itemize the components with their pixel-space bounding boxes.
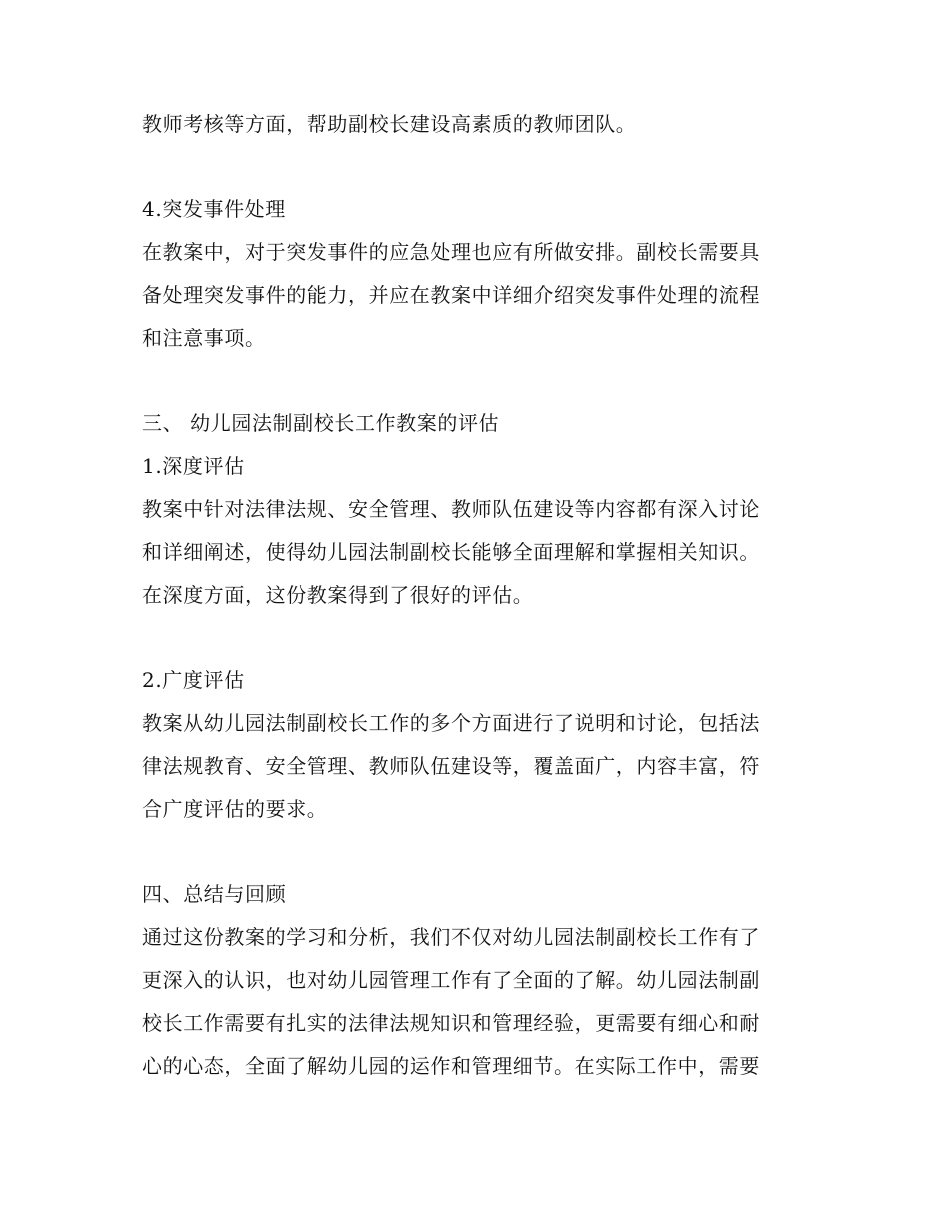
paragraph-line: 在深度方面，这份教案得到了很好的评估。 (142, 583, 534, 607)
paragraph-line: 备处理突发事件的能力，并应在教案中详细介绍突发事件处理的流程 (142, 283, 760, 307)
paragraph-line: 律法规教育、安全管理、教师队伍建设等，覆盖面广，内容丰富，符 (142, 754, 760, 778)
paragraph-line: 教案中针对法律法规、安全管理、教师队伍建设等内容都有深入讨论 (142, 497, 760, 521)
chapter-heading-3: 三、 幼儿园法制副校长工作教案的评估 (142, 411, 500, 435)
section-heading-2: 2.广度评估 (142, 668, 245, 692)
paragraph-line: 心的心态，全面了解幼儿园的运作和管理细节。在实际工作中，需要 (142, 1054, 760, 1078)
paragraph-line: 教案从幼儿园法制副校长工作的多个方面进行了说明和讨论，包括法 (142, 711, 760, 735)
chapter-heading-4: 四、总结与回顾 (142, 882, 287, 906)
paragraph-line: 合广度评估的要求。 (142, 797, 328, 821)
paragraph-line: 和注意事项。 (142, 326, 266, 350)
paragraph-line: 在教案中，对于突发事件的应急处理也应有所做安排。副校长需要具 (142, 240, 760, 264)
paragraph-line: 校长工作需要有扎实的法律法规知识和管理经验，更需要有细心和耐 (142, 1011, 760, 1035)
paragraph-line: 和详细阐述，使得幼儿园法制副校长能够全面理解和掌握相关知识。 (142, 540, 760, 564)
paragraph-line: 教师考核等方面，帮助副校长建设高素质的教师团队。 (142, 112, 637, 136)
paragraph-line: 通过这份教案的学习和分析，我们不仅对幼儿园法制副校长工作有了 (142, 925, 760, 949)
section-heading-4: 4.突发事件处理 (142, 197, 286, 221)
paragraph-line: 更深入的认识，也对幼儿园管理工作有了全面的了解。幼儿园法制副 (142, 968, 760, 992)
section-heading-1: 1.深度评估 (142, 454, 245, 478)
